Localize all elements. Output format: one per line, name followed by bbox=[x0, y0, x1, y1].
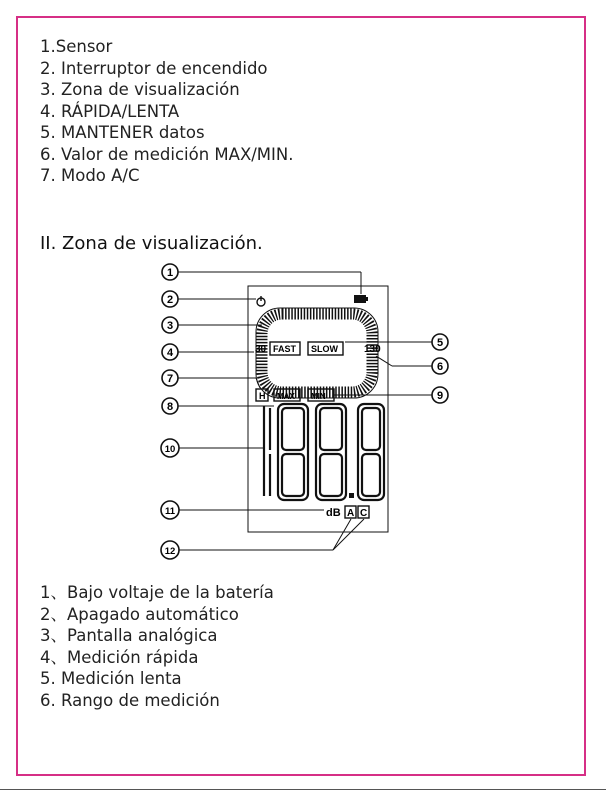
list-item: 4. RÁPIDA/LENTA bbox=[40, 101, 180, 121]
callout-3 bbox=[162, 317, 178, 333]
list-item: 6. Valor de medición MAX/MIN. bbox=[40, 144, 294, 164]
svg-text:5: 5 bbox=[436, 337, 444, 349]
callout-7 bbox=[162, 370, 178, 386]
callout-11 bbox=[161, 501, 179, 519]
svg-text:9: 9 bbox=[436, 390, 444, 402]
page-bottom-rule bbox=[0, 789, 606, 790]
svg-text:1: 1 bbox=[166, 267, 174, 279]
unit-label: dB bbox=[326, 507, 341, 519]
callout-1 bbox=[162, 264, 178, 280]
min-indicator: MIN bbox=[311, 392, 326, 401]
mode-c-indicator: C bbox=[360, 508, 368, 519]
hold-indicator: H bbox=[259, 391, 266, 401]
section-heading: II. Zona de visualización. bbox=[40, 233, 263, 254]
svg-text:10: 10 bbox=[164, 444, 176, 455]
svg-text:8: 8 bbox=[166, 401, 174, 413]
list-item: 5. Medición lenta bbox=[40, 669, 182, 688]
auto-off-icon bbox=[257, 296, 265, 306]
callout-4 bbox=[162, 344, 178, 360]
list-item: 6. Rango de medición bbox=[40, 690, 220, 710]
parts-list bbox=[40, 36, 294, 187]
svg-text:7: 7 bbox=[166, 373, 174, 385]
svg-text:6: 6 bbox=[436, 361, 444, 373]
svg-text:3: 3 bbox=[166, 320, 174, 332]
list-item: 7. Modo A/C bbox=[40, 166, 140, 185]
callout-5 bbox=[432, 334, 448, 350]
range-high-label: 130 bbox=[364, 344, 381, 355]
callout-10 bbox=[161, 439, 179, 457]
seven-segment-readout bbox=[264, 404, 384, 500]
callout-2 bbox=[162, 291, 178, 307]
list-item: 1、Bajo voltaje de la batería bbox=[40, 583, 274, 602]
mode-a-indicator: A bbox=[347, 508, 355, 519]
slow-indicator: SLOW bbox=[311, 344, 338, 354]
svg-text:12: 12 bbox=[164, 546, 176, 557]
range-low-label: 30 bbox=[255, 344, 267, 355]
svg-text:4: 4 bbox=[166, 347, 174, 359]
callout-8 bbox=[162, 398, 178, 414]
list-item: 3、Pantalla analógica bbox=[40, 626, 218, 645]
fast-indicator: FAST bbox=[273, 344, 297, 354]
callout-12 bbox=[161, 541, 179, 559]
callout-6 bbox=[432, 358, 448, 374]
list-item: 1.Sensor bbox=[40, 37, 113, 56]
list-item: 5. MANTENER datos bbox=[40, 123, 205, 142]
battery-icon bbox=[354, 295, 368, 303]
list-item: 3. Zona de visualización bbox=[40, 80, 240, 99]
svg-text:11: 11 bbox=[164, 506, 176, 517]
svg-text:2: 2 bbox=[166, 294, 174, 306]
list-item: 2、Apagado automático bbox=[40, 604, 239, 624]
lcd-display-diagram bbox=[140, 258, 470, 566]
legend-list bbox=[40, 582, 274, 711]
list-item: 2. Interruptor de encendido bbox=[40, 58, 268, 78]
list-item: 4、Medición rápida bbox=[40, 647, 199, 667]
callout-9 bbox=[432, 387, 448, 403]
max-indicator: MAX bbox=[277, 392, 295, 401]
